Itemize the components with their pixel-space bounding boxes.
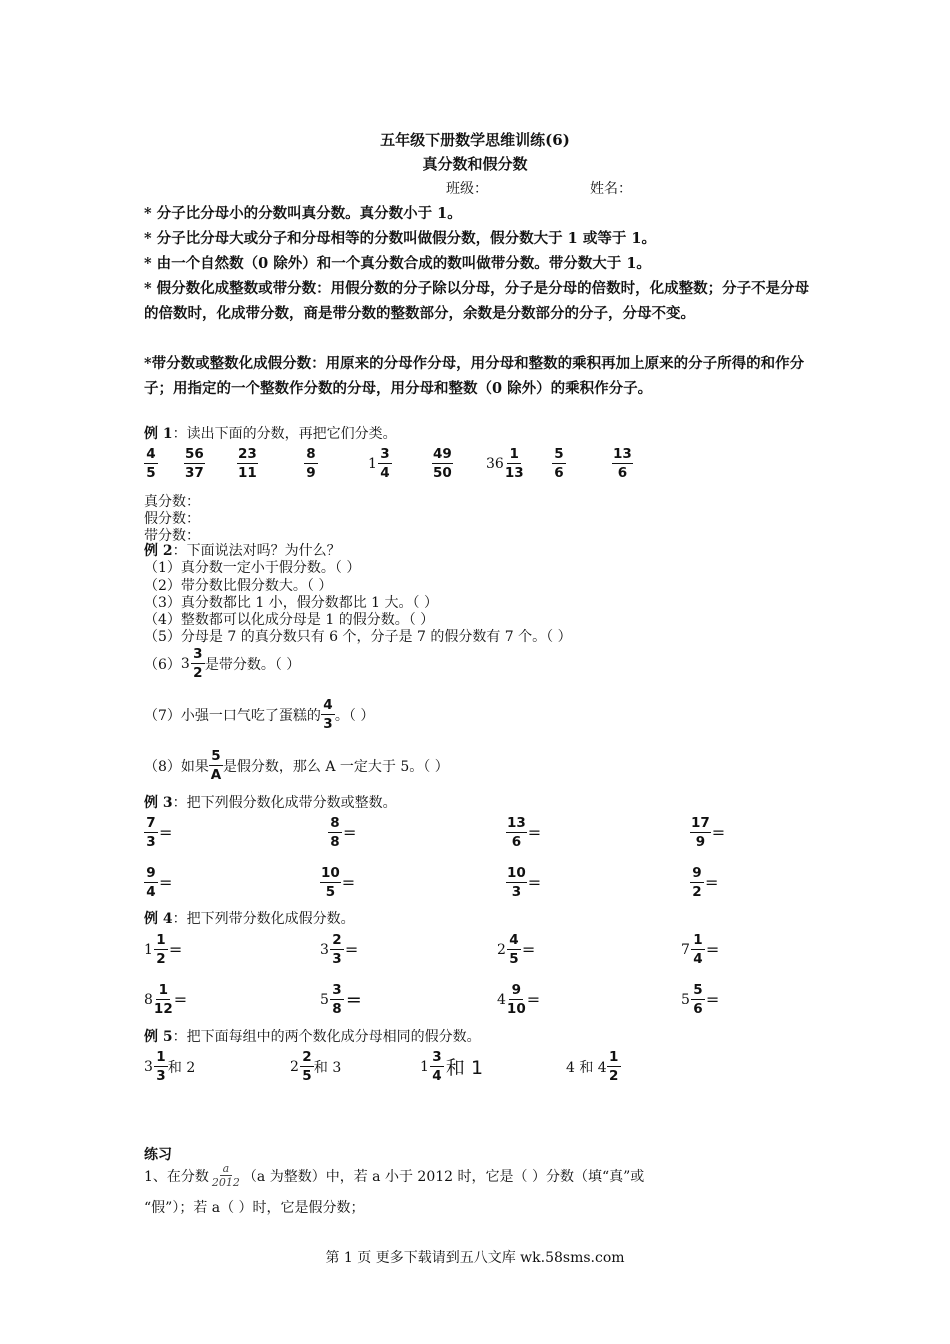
example1-heading [144, 423, 397, 443]
statement-4: （4）整数都可以化成分母是 1 的假分数。（ ） [144, 612, 435, 628]
number-group: 1 $\frac{3}{4}$ 和 1 [420, 1049, 484, 1084]
conversion-item: $\frac{13}{6}$ = [507, 815, 542, 850]
example4-label: 例 4 [144, 911, 173, 927]
conversion-item: $\frac{10}{3}$ = [507, 865, 542, 900]
example3-label: 例 3 [144, 795, 173, 811]
conversion-item: $\frac{9}{2}$ = [690, 865, 718, 900]
conversion-item: 1 $\frac{1}{2}$ = [144, 932, 183, 967]
number-group: 4 和 4 $\frac{1}{2}$ [566, 1049, 621, 1084]
fraction: $\frac{5}{6}$ [552, 446, 566, 481]
example2-label: 例 2 [144, 543, 173, 559]
rule-improper-fraction: * 分子比分母大或分子和分母相等的分数叫做假分数，假分数大于 1 或等于 1。 [144, 230, 656, 247]
example5-text: ：把下面每组中的两个数化成分母相同的假分数。 [172, 1029, 481, 1045]
fraction-a-over-2012: $\frac{a}{2012}$ [211, 1162, 240, 1189]
rule-mixed-number: * 由一个自然数（0 除外）和一个真分数合成的数叫做带分数。带分数大于 1。 [144, 255, 651, 272]
rule-proper-fraction: * 分子比分母小的分数叫真分数。真分数小于 1。 [144, 205, 462, 222]
rule-mixed-to-improper: *带分数或整数化成假分数：用原来的分母作分母，用分母和整数的乘积再加上原来的分子所得的和作分子；用指定的一个整数作分数的分母，用分母和整数（0 除外）的乘积作分子。 [144, 355, 805, 397]
number-group: 3 $\frac{1}{3}$ 和 2 [144, 1049, 196, 1084]
statement-8: （8）如果 $\frac{5}{A}$ 是假分数，那么 A 一定大于 5。（ ） [144, 748, 449, 783]
fraction: $\frac{8}{9}$ [304, 446, 318, 481]
category-improper: 假分数： [144, 511, 200, 527]
conversion-item: 5 $\frac{3}{8}$ = [320, 982, 362, 1017]
conversion-item: 2 $\frac{4}{5}$ = [497, 932, 536, 967]
example2-text: ：下面说法对吗？为什么？ [172, 543, 341, 559]
statement-3: （3）真分数都比 1 小，假分数都比 1 大。（ ） [144, 595, 438, 611]
fraction: $\frac{13}{6}$ [613, 446, 632, 481]
statement-1: （1）真分数一定小于假分数。（ ） [144, 560, 361, 576]
conversion-item: $\frac{7}{3}$ = [144, 815, 172, 850]
conversion-item: $\frac{17}{9}$ = [691, 815, 726, 850]
conversion-item: $\frac{10}{5}$ = [321, 865, 356, 900]
mixed-number: 36 $\frac{1}{13}$ [486, 446, 524, 481]
example1-label: 例 1 [144, 426, 173, 442]
example5-label: 例 5 [144, 1029, 173, 1045]
class-label: 班级： [446, 181, 488, 197]
practice-heading: 练习 [144, 1147, 172, 1163]
category-mixed: 带分数： [144, 528, 200, 544]
fraction: $\frac{49}{50}$ [433, 446, 452, 481]
statement-5: （5）分母是 7 的真分数只有 6 个，分子是 7 的假分数有 7 个。（ ） [144, 629, 572, 645]
number-group: 2 $\frac{2}{5}$ 和 3 [290, 1049, 342, 1084]
statement-2: （2）带分数比假分数大。（ ） [144, 578, 333, 594]
example3-heading [144, 792, 397, 812]
conversion-item: 4 $\frac{9}{10}$ = [497, 982, 541, 1017]
fraction: $\frac{23}{11}$ [238, 446, 257, 481]
example3-text: ：把下列假分数化成带分数或整数。 [172, 795, 397, 811]
practice-question-1: 1、在分数 $\frac{a}{2012}$ （a 为整数）中，若 a 小于 2012 时，它是（ ）分数（填“真”或 [144, 1162, 645, 1189]
example1-text: ：读出下面的分数，再把它们分类。 [172, 426, 397, 442]
rule-improper-to-mixed: * 假分数化成整数或带分数：用假分数的分子除以分母，分子是分母的倍数时，化成整数；分子不是分母的倍数时，化成带分数，商是带分数的整数部分，余数是分数部分的分子，分母不变。 [144, 280, 810, 322]
mixed-number: 1 $\frac{3}{4}$ [368, 446, 392, 481]
conversion-item: 3 $\frac{2}{3}$ = [320, 932, 359, 967]
example4-heading [144, 908, 355, 928]
fraction: $\frac{4}{5}$ [144, 446, 158, 481]
fraction: $\frac{56}{37}$ [185, 446, 204, 481]
conversion-item: 7 $\frac{1}{4}$ = [681, 932, 720, 967]
page-subtitle: 真分数和假分数 [422, 155, 528, 173]
conversion-item: 8 $\frac{1}{12}$ = [144, 982, 188, 1017]
conversion-item: $\frac{8}{8}$ = [328, 815, 356, 850]
conversion-item: $\frac{9}{4}$ = [144, 865, 172, 900]
page-title: 五年级下册数学思维训练(6) [380, 131, 570, 149]
name-label: 姓名： [590, 181, 632, 197]
example4-text: ：把下列带分数化成假分数。 [172, 911, 355, 927]
example5-heading [144, 1026, 481, 1046]
statement-7: （7）小强一口气吃了蛋糕的 $\frac{4}{3}$ 。（ ） [144, 697, 375, 732]
statement-6: （6） 3 $\frac{3}{2}$ 是带分数。（ ） [144, 646, 301, 681]
page-footer: 第 1 页 更多下载请到五八文库 wk.58sms.com [325, 1250, 625, 1266]
category-proper: 真分数： [144, 494, 200, 510]
practice-question-1-line2: “假”）；若 a（ ）时，它是假分数； [144, 1200, 365, 1216]
conversion-item: 5 $\frac{5}{6}$ = [681, 982, 720, 1017]
